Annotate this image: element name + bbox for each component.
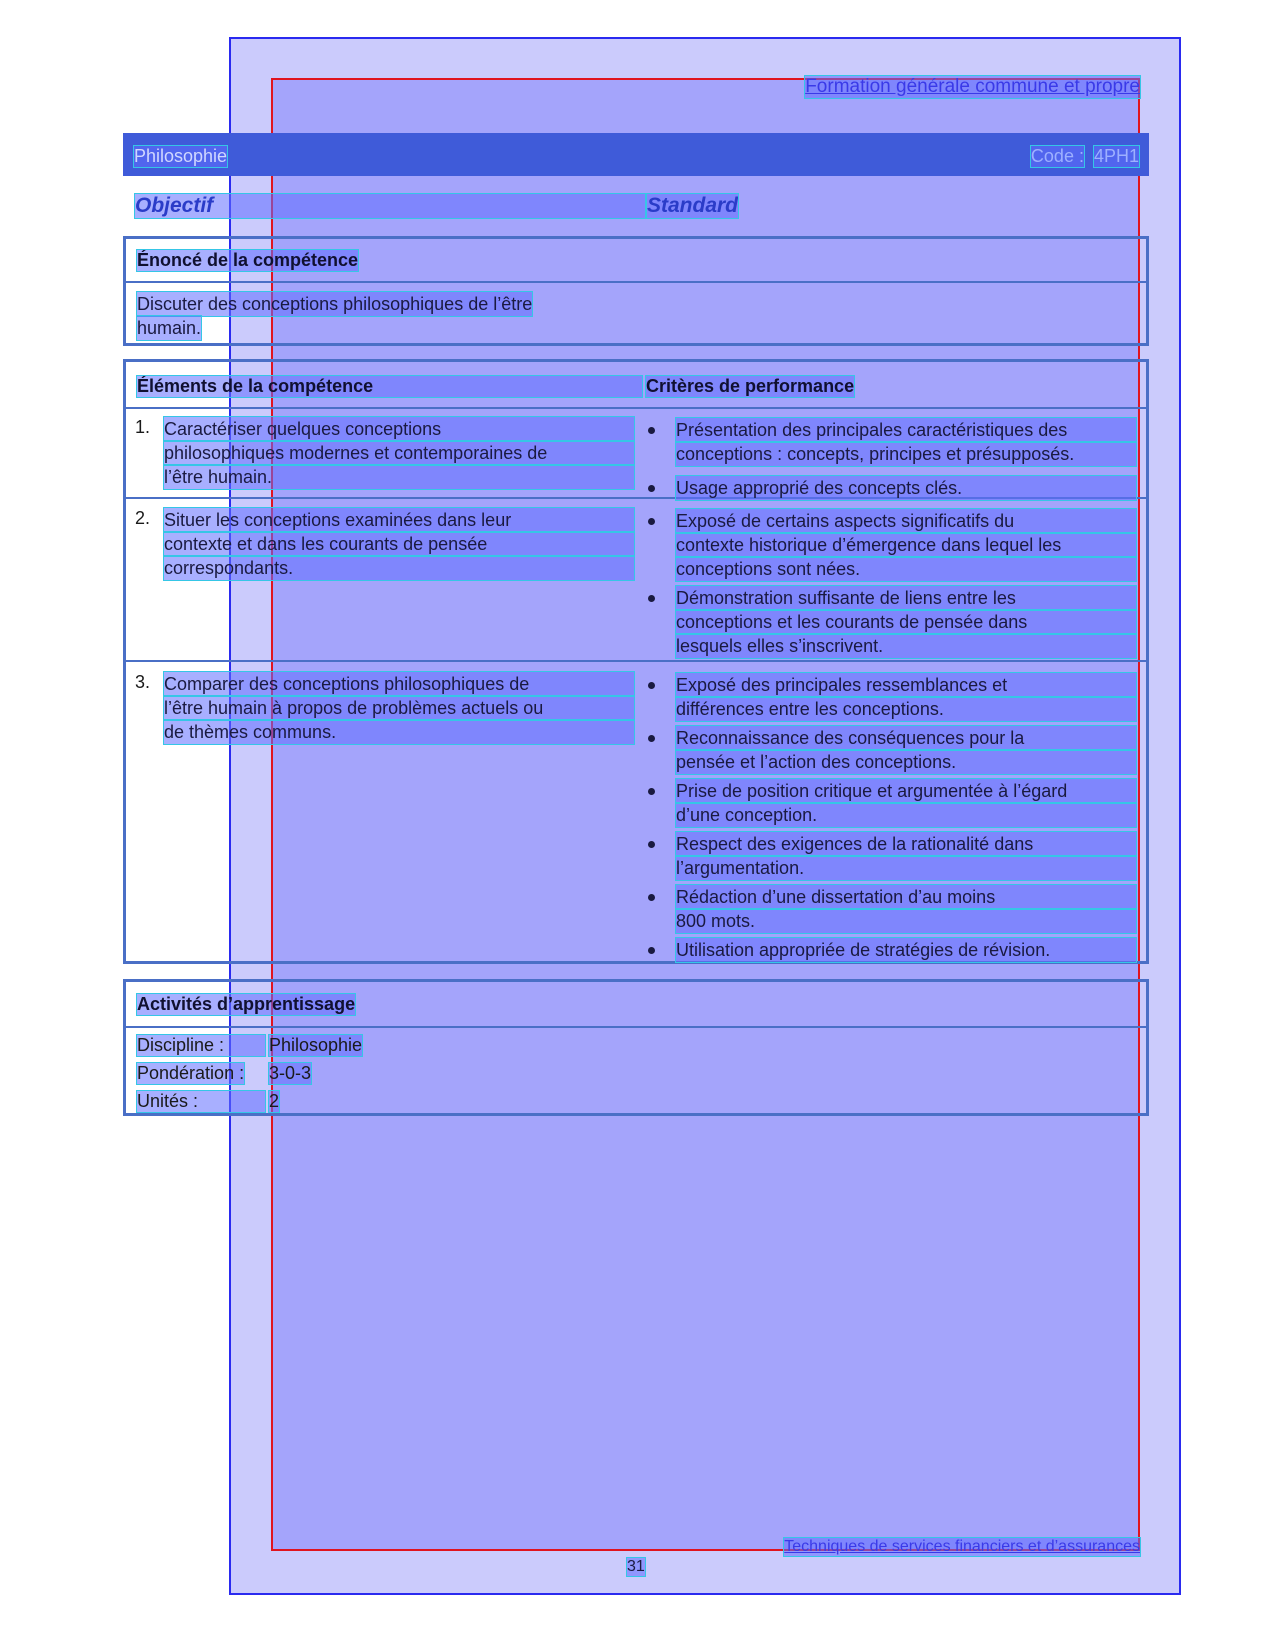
bullet-icon <box>648 894 655 901</box>
criterion: Usage approprié des concepts clés. <box>676 476 1136 500</box>
criterion: Exposé de certains aspects significatifs du contexte historique d’émergence dans lequel les conceptions sont nées. <box>676 509 1136 581</box>
discipline-bar <box>123 133 1149 176</box>
footer-program: Techniques de services financiers et d’assurances <box>784 1538 1140 1555</box>
criterion: Démonstration suffisante de liens entre les conceptions et les courants de pensée dans lesquels elles s’inscrivent. <box>676 586 1136 658</box>
discipline-label: Discipline : <box>137 1035 265 1056</box>
bullet-icon <box>648 841 655 848</box>
bullet-icon <box>648 788 655 795</box>
activites-title: Activités d’apprentissage <box>137 994 356 1014</box>
element-item: Situer les conceptions examinées dans leur contexte et dans les courants de pensée correspondants. <box>164 508 634 580</box>
bullet-icon <box>648 485 655 492</box>
bullet-icon <box>648 518 655 525</box>
bullet-icon <box>648 947 655 954</box>
standard-heading: Standard <box>647 194 739 217</box>
criterion: Respect des exigences de la rationalité dans l’argumentation. <box>676 832 1136 880</box>
criterion: Utilisation appropriée de stratégies de révision. <box>676 938 1136 962</box>
criterion: Prise de position critique et argumentée à l’égard d’une conception. <box>676 779 1136 827</box>
ponderation-label: Pondération : <box>137 1063 245 1083</box>
code-label: Code : <box>1030 146 1084 166</box>
activites-box <box>123 979 1149 1116</box>
program-header: Formation générale commune et propre <box>805 76 1140 97</box>
criteria-title: Critères de performance <box>646 376 855 396</box>
bullet-icon <box>648 595 655 602</box>
enonce-line-1: Discuter des conceptions philosophiques de l’être <box>137 294 533 314</box>
unites-value: 2 <box>269 1091 280 1111</box>
objectif-heading: Objectif <box>135 194 645 218</box>
discipline-value: Philosophie <box>269 1035 363 1055</box>
criterion: Rédaction d’une dissertation d’au moins 800 mots. <box>676 885 1136 933</box>
bullet-icon <box>648 735 655 742</box>
elements-title: Éléments de la compétence <box>137 376 642 397</box>
element-number: 1. <box>135 417 151 437</box>
enonce-title: Énoncé de la compétence <box>137 250 359 270</box>
enonce-line-2: humain. <box>137 318 202 338</box>
bullet-icon <box>648 682 655 689</box>
code-value: 4PH1 <box>1093 146 1139 166</box>
bullet-icon <box>648 427 655 434</box>
criterion: Présentation des principales caractéristiques des conceptions : concepts, principes et présupposés. <box>676 418 1136 466</box>
discipline-name: Philosophie <box>134 146 228 166</box>
element-number: 2. <box>135 508 151 528</box>
element-number: 3. <box>135 672 151 692</box>
element-item: Comparer des conceptions philosophiques de l’être humain à propos de problèmes actuels ou de thèmes communs. <box>164 672 634 744</box>
ponderation-value: 3-0-3 <box>269 1063 312 1083</box>
criterion: Reconnaissance des conséquences pour la pensée et l’action des conceptions. <box>676 726 1136 774</box>
page-number: 31 <box>627 1558 645 1575</box>
criterion: Exposé des principales ressemblances et différences entre les conceptions. <box>676 673 1136 721</box>
course-code <box>1031 146 1139 167</box>
enonce-box <box>123 236 1149 346</box>
unites-label: Unités : <box>137 1091 265 1112</box>
element-item: Caractériser quelques conceptions philosophiques modernes et contemporaines de l’être humain. <box>164 417 634 489</box>
